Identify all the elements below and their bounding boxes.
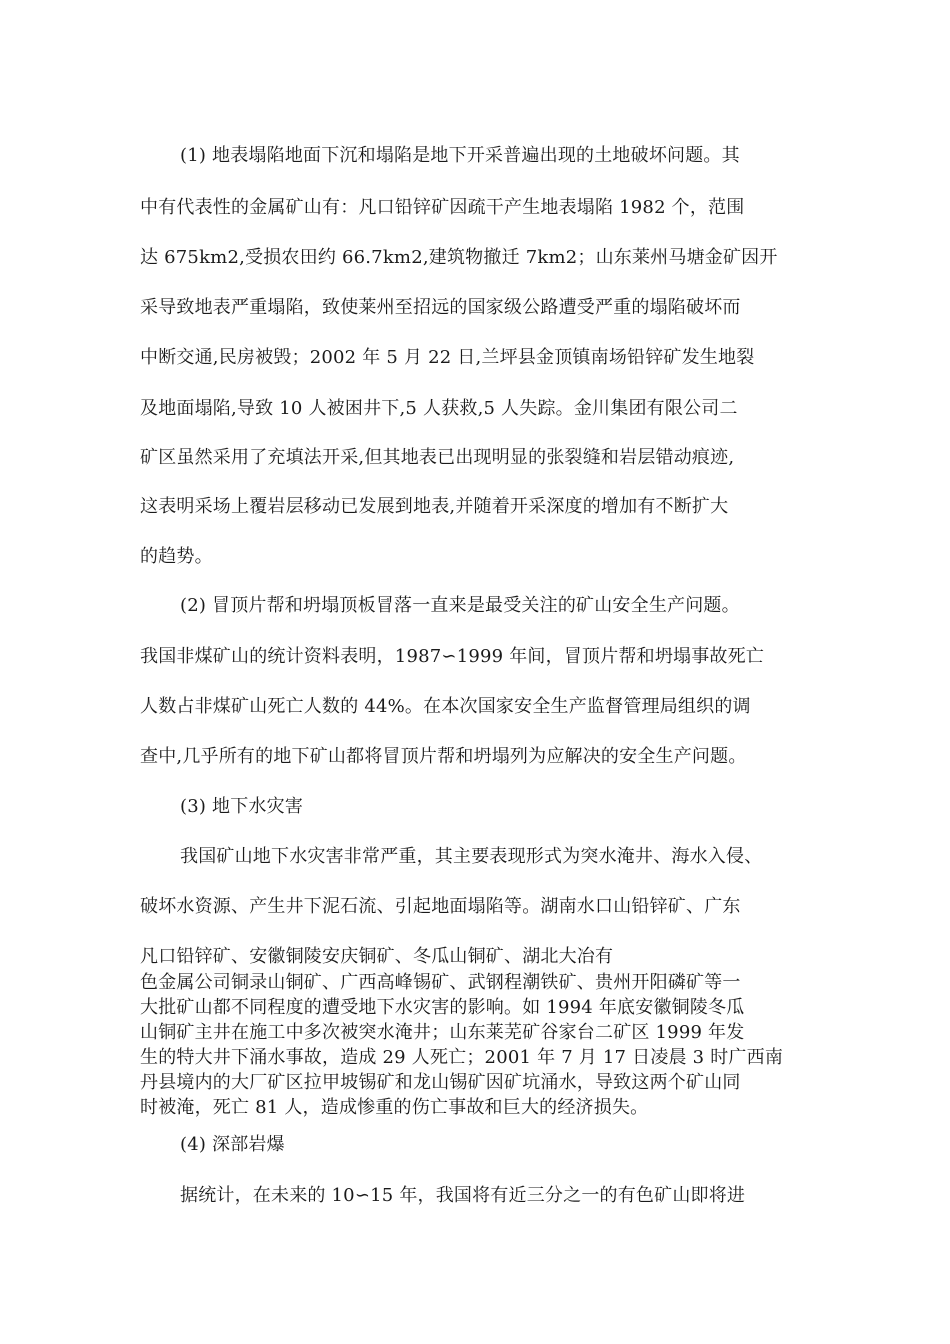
- section-heading: (3) 地下水灾害: [180, 796, 304, 817]
- text-line: 查中,几乎所有的地下矿山都将冒顶片帮和坍塌列为应解决的安全生产问题。: [140, 746, 747, 767]
- text-line: 时被淹，死亡 81 人，造成惨重的伤亡事故和巨大的经济损失。: [140, 1097, 649, 1118]
- text-line: 矿区虽然采用了充填法开采,但其地表已出现明显的张裂缝和岩层错动痕迹,: [140, 447, 735, 468]
- text-line: (2) 冒顶片帮和坍塌顶板冒落一直来是最受关注的矿山安全生产问题。: [180, 595, 740, 616]
- text-line: (1) 地表塌陷地面下沉和塌陷是地下开采普遍出现的土地破坏问题。其: [180, 145, 740, 166]
- text-line: 生的特大井下涌水事故，造成 29 人死亡；2001 年 7 月 17 日凌晨 3 时广西南: [140, 1047, 784, 1068]
- text-line: 人数占非煤矿山死亡人数的 44%。在本次国家安全生产监督管理局组织的调: [140, 696, 751, 717]
- text-line: 的趋势。: [140, 546, 213, 567]
- text-line: 丹县境内的大厂矿区拉甲坡锡矿和龙山锡矿因矿坑涌水，导致这两个矿山同: [140, 1072, 741, 1093]
- text-line: 中有代表性的金属矿山有：凡口铅锌矿因疏干产生地表塌陷 1982 个，范围: [140, 197, 745, 218]
- text-line: 据统计，在未来的 10∽15 年，我国将有近三分之一的有色矿山即将进: [180, 1185, 746, 1206]
- text-line: 达 675km2,受损农田约 66.7km2,建筑物撤迁 7km2；山东莱州马塘金矿因开: [140, 247, 778, 268]
- text-line: 破坏水资源、产生井下泥石流、引起地面塌陷等。湖南水口山铅锌矿、广东: [140, 896, 741, 917]
- text-line: 采导致地表严重塌陷，致使莱州至招远的国家级公路遭受严重的塌陷破坏而: [140, 297, 741, 318]
- text-line: 这表明采场上覆岩层移动已发展到地表,并随着开采深度的增加有不断扩大: [140, 496, 729, 517]
- text-line: 我国非煤矿山的统计资料表明，1987∽1999 年间，冒顶片帮和坍塌事故死亡: [140, 646, 765, 667]
- text-line: 及地面塌陷,导致 10 人被困井下,5 人获救,5 人失踪。金川集团有限公司二: [140, 398, 738, 419]
- text-line: 中断交通,民房被毁；2002 年 5 月 22 日,兰坪县金顶镇南场铅锌矿发生地裂: [140, 347, 755, 368]
- text-line: 色金属公司铜录山铜矿、广西高峰锡矿、武钢程潮铁矿、贵州开阳磷矿等一: [140, 972, 741, 993]
- section-heading: (4) 深部岩爆: [180, 1134, 285, 1155]
- text-line: 凡口铅锌矿、安徽铜陵安庆铜矿、冬瓜山铜矿、湖北大冶有: [140, 946, 614, 967]
- text-line: 山铜矿主井在施工中多次被突水淹井；山东莱芜矿谷家台二矿区 1999 年发: [140, 1022, 745, 1043]
- text-line: 大批矿山都不同程度的遭受地下水灾害的影响。如 1994 年底安徽铜陵冬瓜: [140, 997, 745, 1018]
- text-line: 我国矿山地下水灾害非常严重，其主要表现形式为突水淹井、海水入侵、: [180, 846, 763, 867]
